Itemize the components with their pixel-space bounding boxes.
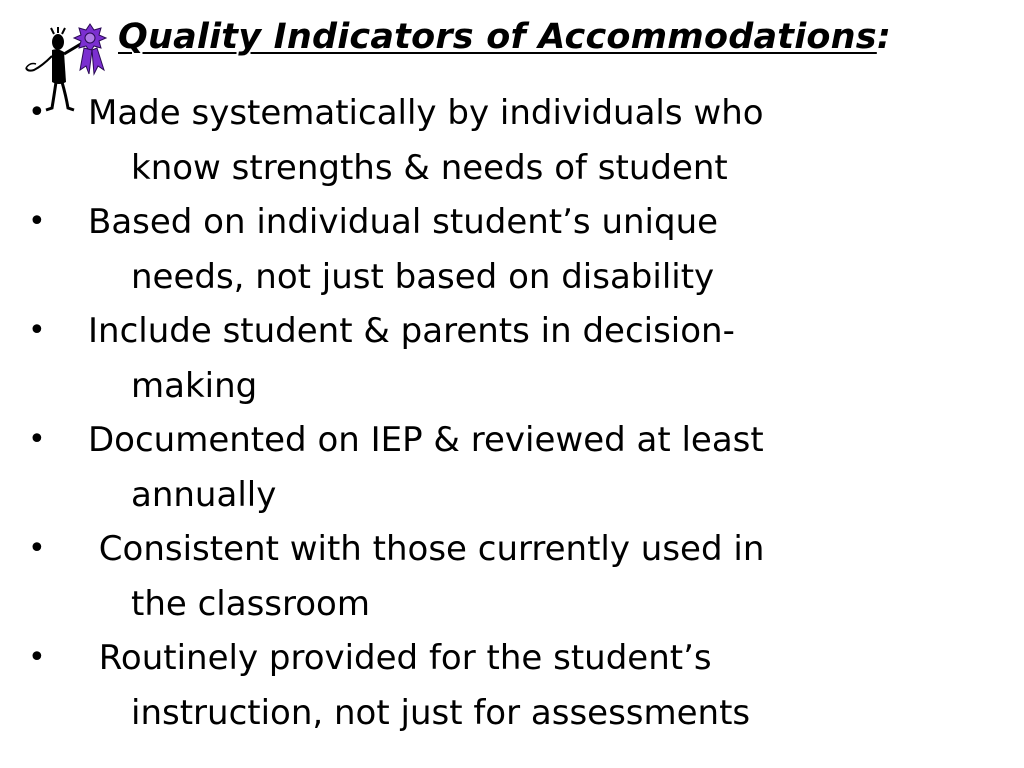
bullet-line-1: Routinely provided for the student’s [88,638,712,678]
bullet-line-2: know strengths & needs of student [131,147,728,188]
bullet-symbol: • [28,204,46,239]
bullet-item [28,86,1008,195]
bullet-item [28,195,1008,304]
bullet-line-1: Consistent with those currently used in [88,529,765,569]
slide-title [118,14,891,60]
bullet-symbol: • [28,95,46,130]
bullet-line-2: needs, not just based on disability [131,256,715,297]
bullet-symbol: • [28,640,46,675]
bullet-line-1: Documented on IEP & reviewed at least [88,420,764,460]
bullet-item [28,304,1008,413]
ribbon-icon [74,24,106,74]
bullet-line-2: the classroom [131,583,370,624]
bullet-list [28,86,1008,740]
bullet-symbol: • [28,313,46,348]
slide-title-colon: : [876,17,892,57]
bullet-line-1: Based on individual student’s unique [88,202,719,242]
bullet-item [28,522,1008,631]
bullet-line-2: annually [131,474,277,515]
bullet-item [28,631,1008,740]
bullet-line-2: instruction, not just for assessments [131,692,751,733]
bullet-line-1: Include student & parents in decision- [88,311,735,351]
bullet-item [28,413,1008,522]
bullet-line-2: making [131,365,258,406]
bullet-symbol: • [28,531,46,566]
slide-title-text: Quality Indicators of Accommodations [118,17,877,57]
bullet-symbol: • [28,422,46,457]
bullet-line-1: Made systematically by individuals who [88,93,764,133]
